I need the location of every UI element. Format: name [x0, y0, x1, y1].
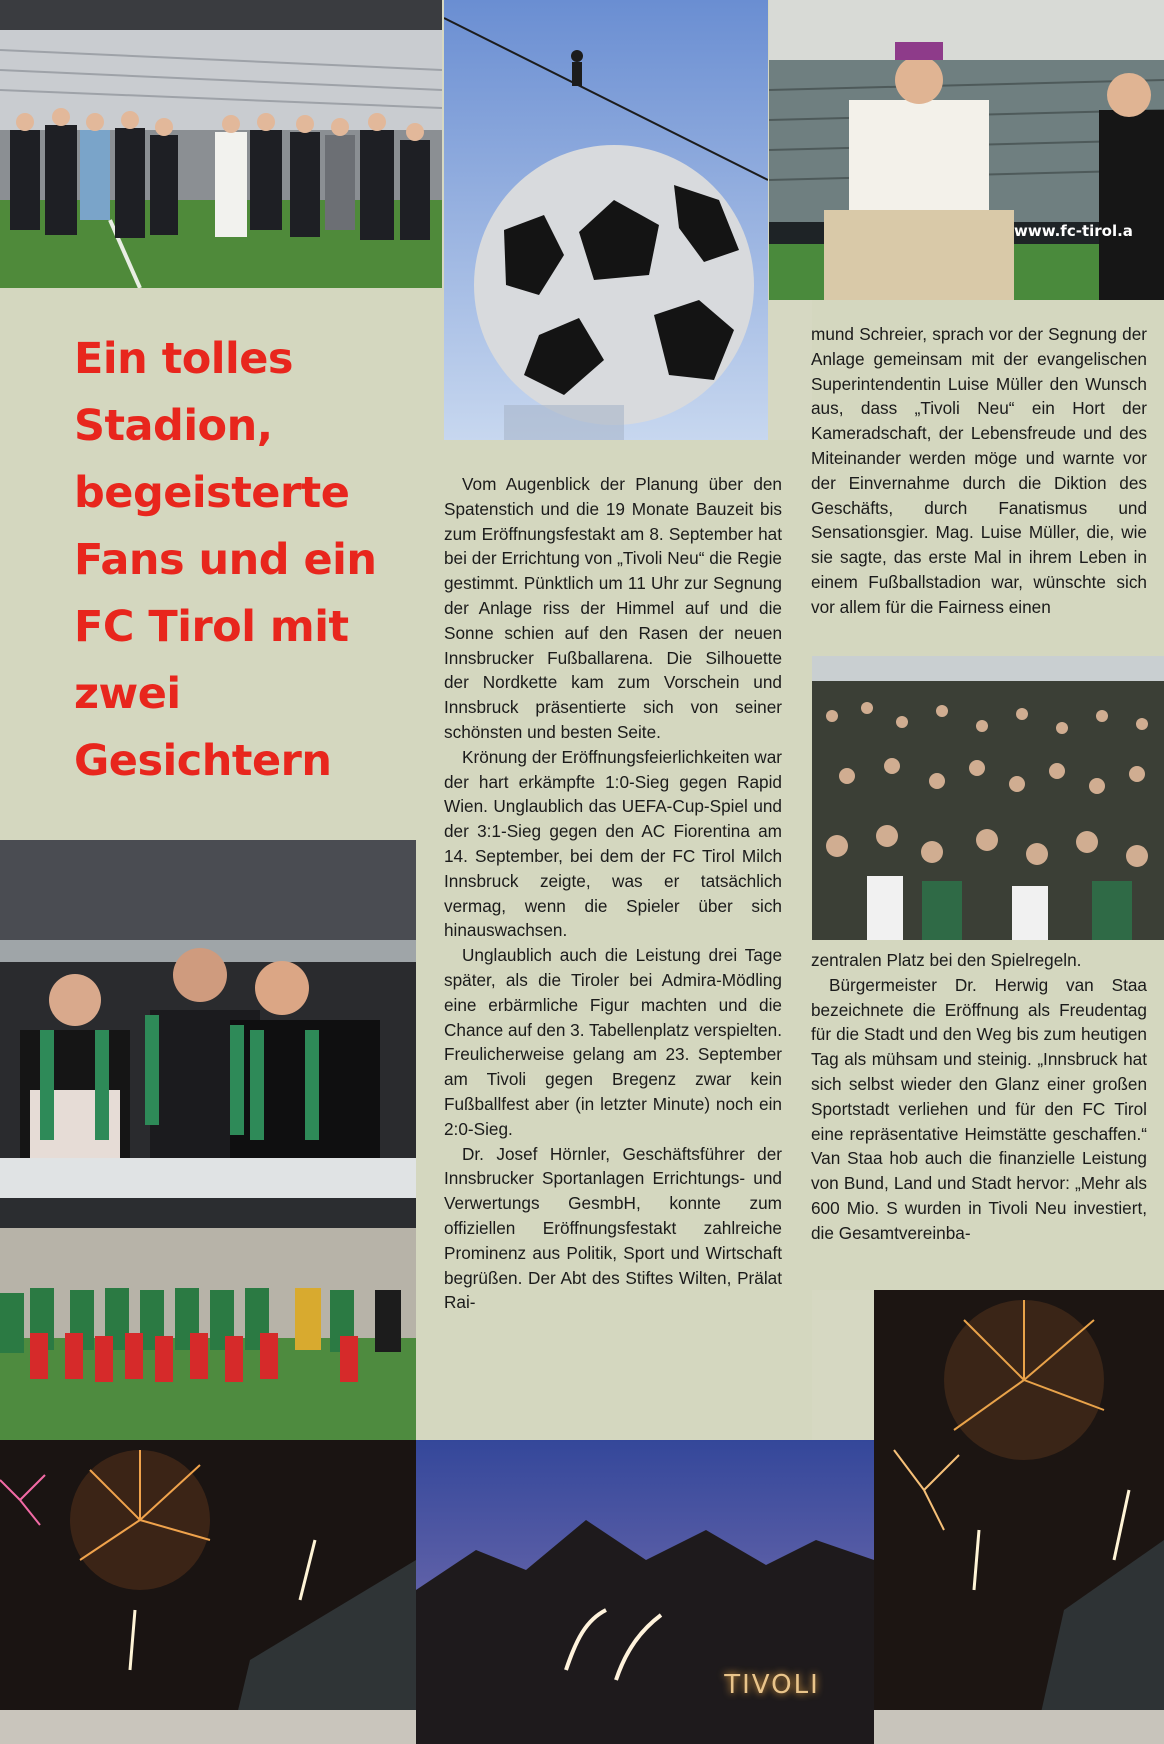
article-column-right-bottom — [811, 948, 1147, 1246]
photo-dignitaries-on-pitch — [0, 0, 442, 288]
photo-team-lineup — [0, 1158, 416, 1440]
photo-fireworks-stadium-left — [0, 1440, 416, 1744]
stadium-banner-text: www.fc-tirol.a — [1014, 222, 1133, 240]
paragraph: Bürgermeister Dr. Herwig van Staa bezeichnete die Eröffnung als Freudentag für die Stadt und den Weg bis zum heutigen Tag als mühsam und steinig. „Innsbruck hat sich selbst wieder den Glanz einer großen Sportstadt verliehen und für den FC Tirol eine repräsentative Heimstätte geschaffen.“ Van Staa hob auch die finanzielle Leistung von Bund, Land und Stadt hervor: „Mehr als 600 Mio. S wurden in Tivoli Neu investiert, die Gesamtvereinba- — [811, 974, 1147, 1243]
photo-cheering-fans — [812, 656, 1164, 940]
photo-blessing-ceremony — [769, 0, 1164, 300]
paragraph: Vom Augenblick der Planung über den Spatenstich und die 19 Monate Bauzeit bis zum Eröffnungsfestakt am 8. September hat bei der Errichtung von „Tivoli Neu“ die Regie gestimmt. Pünktlich um 11 Uhr zur Segnung der Anlage riss der Himmel auf und die Sonne schien auf den Rasen der neuen Innsbrucker Fußballarena. Die Silhouette der Nordkette kam zum Vorschein und Innsbruck präsentierte sich von seiner schönsten und besten Seite. — [444, 474, 782, 742]
photo-officials-with-scarves — [0, 840, 416, 1158]
article-headline: Ein tolles Stadion, begeisterte Fans und ein FC Tirol mit zwei Gesichtern — [74, 334, 377, 786]
paragraph: mund Schreier, sprach vor der Segnung der Anlage gemeinsam mit der evangelischen Superintendentin Luise Müller den Wunsch aus, dass „Tivoli Neu“ ein Hort der Kameradschaft, der Lebensfreude und des Miteinander werden möge und warnte vor der Einvernahme durch die Diktion des Geschäfts, durch Fanatismus und Sensationsgier. Mag. Luise Müller, die, wie sie sagte, das erste Mal in ihrem Leben in einem Fußballstadion war, wünschte sich vor allem für die Fairness einen — [811, 324, 1147, 617]
paragraph: Krönung der Eröffnungsfeierlichkeiten war der hart erkämpfte 1:0-Sieg gegen Rapid Wien. Unglaublich das UEFA-Cup-Spiel und der 3:1-Sieg gegen den AC Fiorentina am 14. September, bei dem der FC Tirol Milch Innsbruck zeigte, was er tatsächlich vermag, wenn die Spieler über sich hinauswachsen. — [444, 746, 782, 941]
article-column-right-top — [811, 322, 1147, 620]
mountain-sign-tivoli: TIVOLI — [724, 1670, 820, 1700]
paragraph: zentralen Platz bei den Spielregeln. — [811, 950, 1082, 970]
photo-fireworks-stadium-right — [874, 1290, 1164, 1744]
article-column-middle — [444, 472, 782, 1315]
paragraph: Dr. Josef Hörnler, Geschäftsführer der Innsbrucker Sportanlagen Errichtungs- und Verwertungs GesmbH, konnte zum offiziellen Eröffnungsfestakt zahlreiche Prominenz aus Politik, Sport und Wirtschaft begrüßen. Der Abt des Stiftes Wilten, Prälat Rai- — [444, 1143, 782, 1313]
paragraph: Unglaublich auch die Leistung drei Tage später, als die Tiroler bei Admira-Mödling eine erbärmliche Figur machten und die Chance auf den 3. Tabellenplatz verspielten. Freulicherweise gelang am 23. September am Tivoli gegen Bregenz zwar kein Fußballfest aber (in letzter Minute) noch ein 2:0-Sieg. — [444, 945, 782, 1139]
photo-giant-football — [444, 0, 768, 440]
